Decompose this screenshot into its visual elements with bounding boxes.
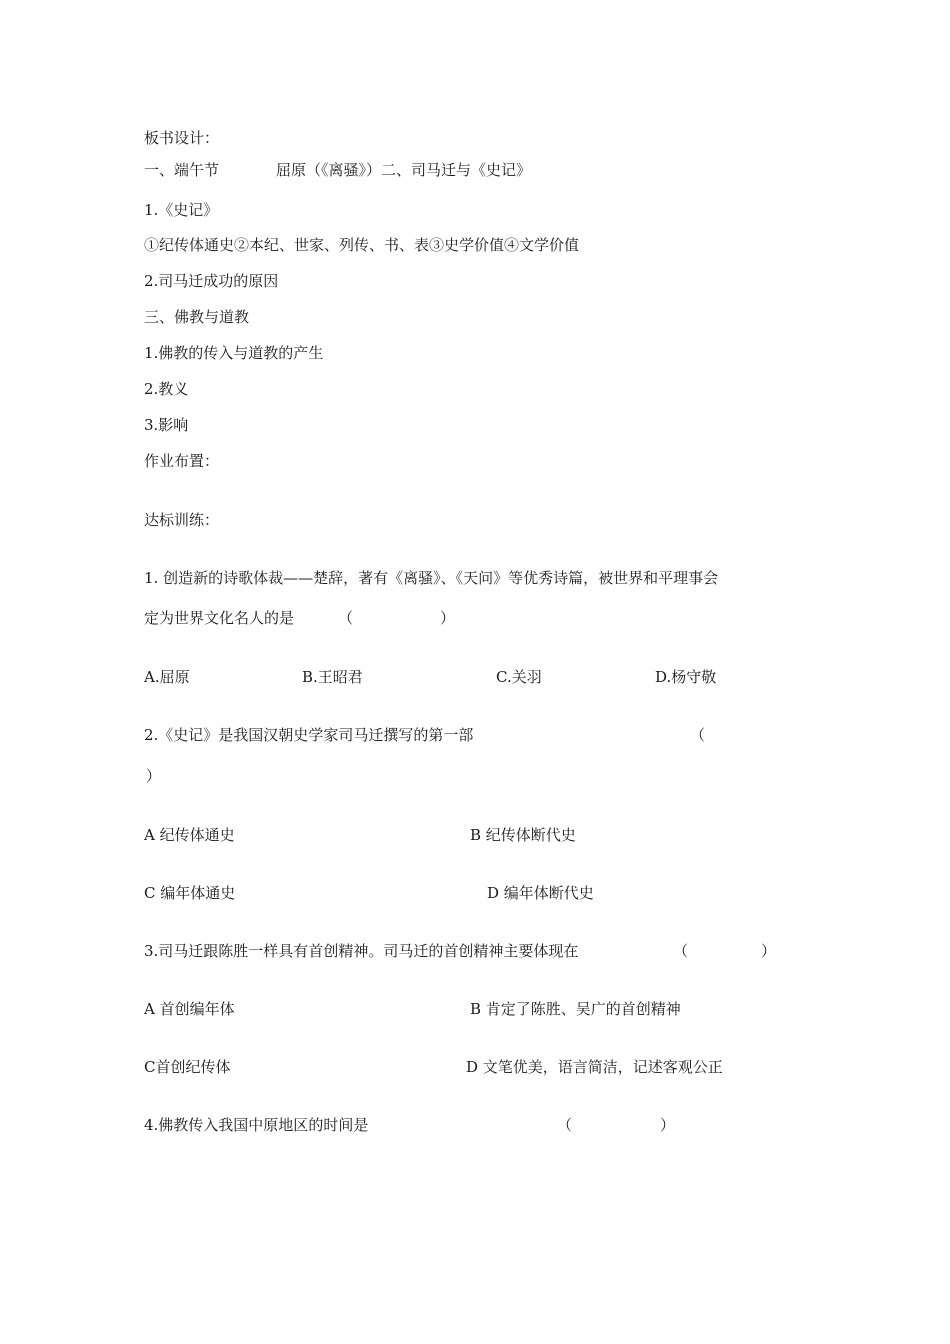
q1-option-a: A.屈原 bbox=[144, 668, 190, 686]
board-s3-item3: 3.影响 bbox=[144, 416, 189, 434]
q1-paren-open: （ bbox=[338, 609, 354, 627]
q1-stem-line1: 1. 创造新的诗歌体裁——楚辞，著有《离骚》、《天问》等优秀诗篇，被世界和平理事会 bbox=[144, 569, 719, 587]
q3-option-b: B 肯定了陈胜、吴广的首创精神 bbox=[470, 1000, 681, 1018]
board-item-1: 1.《史记》 bbox=[144, 201, 219, 219]
q2-stem: 2.《史记》是我国汉朝史学家司马迁撰写的第一部 bbox=[144, 726, 474, 744]
board-s3-item2: 2.教义 bbox=[144, 380, 189, 398]
q1-option-d: D.杨守敬 bbox=[655, 668, 717, 686]
q2-option-d: D 编年体断代史 bbox=[487, 884, 594, 902]
q2-paren-open: （ bbox=[690, 726, 706, 744]
q1-option-b: B.王昭君 bbox=[302, 668, 363, 686]
q4-stem: 4.佛教传入我国中原地区的时间是 bbox=[144, 1116, 369, 1134]
q2-option-a: A 纪传体通史 bbox=[144, 826, 235, 844]
board-line1-a: 一、端午节 bbox=[144, 161, 220, 179]
board-line1-b: 屈原（《离骚》）二、司马迁与《史记》 bbox=[276, 161, 532, 179]
q1-stem-line2: 定为世界文化名人的是 bbox=[144, 609, 295, 627]
q3-option-c: C首创纪传体 bbox=[144, 1058, 231, 1076]
q3-stem: 3.司马迁跟陈胜一样具有首创精神。司马迁的首创精神主要体现在 bbox=[144, 942, 579, 960]
q3-option-d: D 文笔优美，语言简洁，记述客观公正 bbox=[466, 1058, 723, 1076]
board-item-1-detail: ①纪传体通史②本纪、世家、列传、书、表③史学价值④文学价值 bbox=[144, 236, 580, 254]
q1-paren-close: ） bbox=[440, 609, 456, 627]
homework-heading: 作业布置： bbox=[144, 452, 220, 470]
board-s3-item1: 1.佛教的传入与道教的产生 bbox=[144, 344, 324, 362]
q3-paren-open: （ bbox=[673, 942, 689, 960]
q2-option-b: B 纪传体断代史 bbox=[470, 826, 576, 844]
q1-option-c: C.关羽 bbox=[496, 668, 542, 686]
board-section-3: 三、佛教与道教 bbox=[144, 308, 250, 326]
q3-option-a: A 首创编年体 bbox=[144, 1000, 235, 1018]
q4-paren-close: ） bbox=[660, 1116, 676, 1134]
training-heading: 达标训练： bbox=[144, 511, 220, 529]
board-item-2: 2.司马迁成功的原因 bbox=[144, 272, 279, 290]
q4-paren-open: （ bbox=[557, 1116, 573, 1134]
board-heading: 板书设计： bbox=[144, 129, 220, 147]
q3-paren-close: ） bbox=[761, 942, 777, 960]
q2-option-c: C 编年体通史 bbox=[144, 884, 236, 902]
q2-paren-close: ） bbox=[146, 767, 162, 785]
